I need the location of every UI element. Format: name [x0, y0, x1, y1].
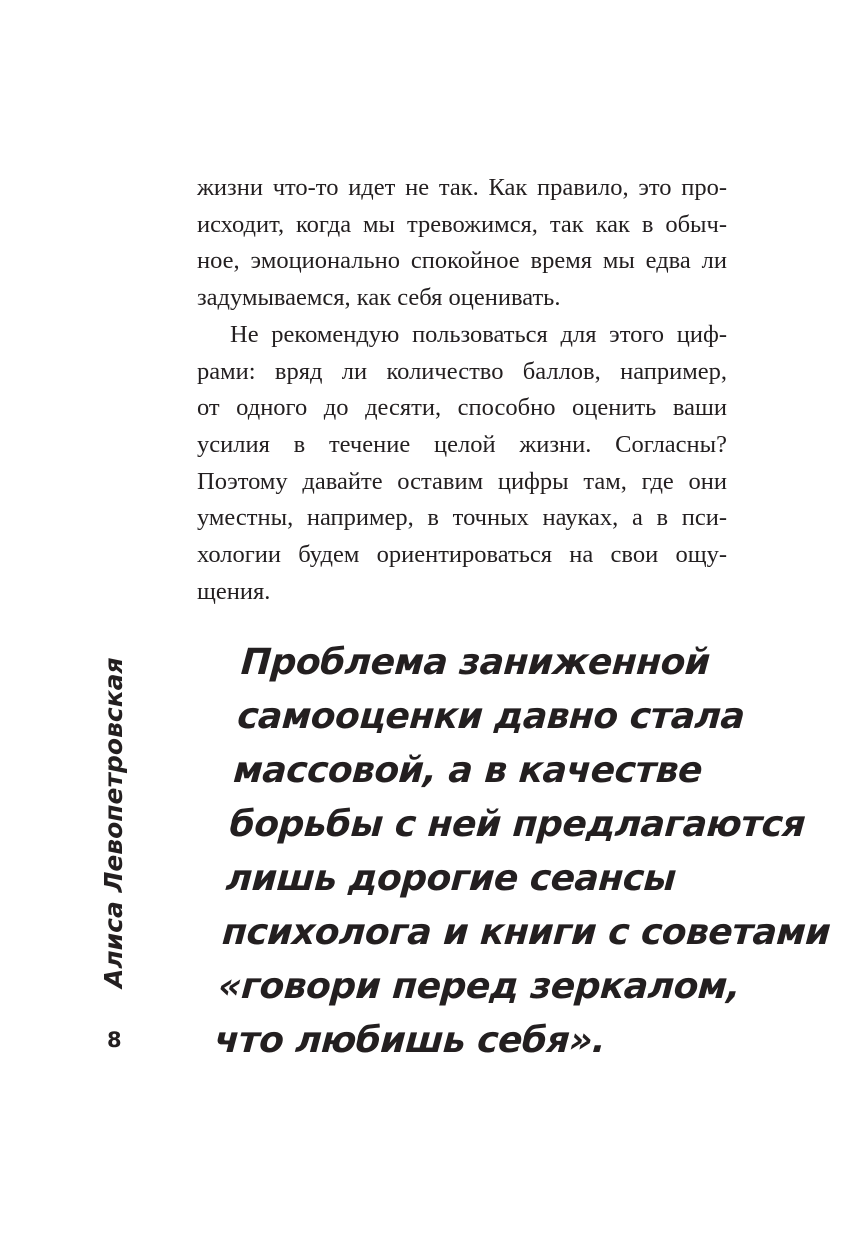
body-line: от одного до десяти, способно оценить ваши	[197, 394, 727, 422]
body-line: жизни что-то идет не так. Как правило, это про-	[197, 174, 727, 201]
body-line: Не рекомендую пользоваться для этого циф-	[230, 320, 727, 348]
body-line: уместны, например, в точных науках, а в пси-	[197, 504, 727, 532]
quote-line: массовой, а в качестве	[232, 750, 704, 791]
running-author-name: Алиса Левопетровская	[99, 657, 128, 988]
quote-line: борьбы с ней предлагаются	[228, 804, 807, 845]
body-line: Поэтому давайте оставим цифры там, где они	[197, 467, 727, 495]
body-line: усилия в течение целой жизни. Согласны?	[197, 430, 727, 458]
quote-line: что любишь себя».	[213, 1020, 607, 1061]
quote-line: Проблема заниженной	[239, 642, 712, 683]
body-line: задумываемся, как себя оценивать.	[197, 284, 561, 312]
page-number: 8	[107, 1028, 122, 1052]
body-line: ное, эмоционально спокойное время мы едва ли	[197, 247, 727, 275]
quote-line: лишь дорогие сеансы	[224, 858, 678, 899]
quote-line: самооценки давно стала	[235, 696, 746, 737]
body-line: исходит, когда мы тревожимся, так как в обыч-	[197, 210, 727, 238]
quote-line: «говори перед зеркалом,	[217, 966, 742, 1007]
body-line: хологии будем ориентироваться на свои ощу-	[197, 541, 727, 569]
body-line: рами: вряд ли количество баллов, например,	[197, 357, 727, 385]
body-line: щения.	[197, 577, 271, 605]
pull-quote	[213, 636, 832, 1068]
quote-line: психолога и книги с советами	[220, 912, 832, 953]
body-text	[197, 170, 727, 610]
